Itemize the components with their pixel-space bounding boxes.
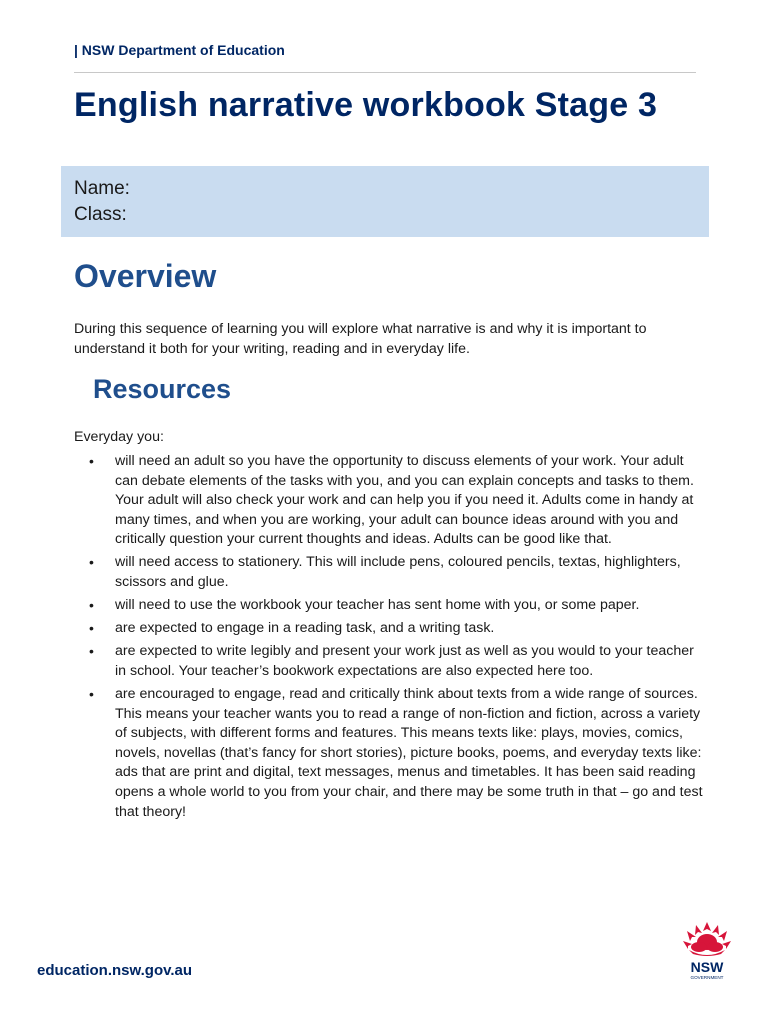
- header-org-name: | NSW Department of Education: [74, 42, 285, 58]
- resources-list: [74, 452, 706, 826]
- bullet-icon: •: [89, 453, 94, 469]
- overview-paragraph: During this sequence of learning you will explore what narrative is and why it is important to understand it both for your writing, reading and in everyday life.: [74, 321, 647, 357]
- resources-lead: Everyday you:: [74, 429, 164, 445]
- list-item-text: will need to use the workbook your teacher has sent home with you, or some paper.: [115, 597, 640, 614]
- bullet-icon: •: [89, 554, 94, 571]
- bullet-icon: •: [89, 643, 94, 660]
- bullet-icon: •: [89, 686, 94, 703]
- logo-subtext: GOVERNMENT: [690, 975, 724, 980]
- student-info-box: [61, 166, 709, 237]
- list-item-text: will need an adult so you have the opportunity to discuss elements of your work. Your adult can debate elements of the tasks with you, and you can explain concepts and tasks to them. Your adult will also check your work and can help you if you need it. Adults come in handy at many times, and when you are working, your adult can bounce ideas around with you and critically question your current thoughts and ideas. Adults can be good like that.: [115, 453, 694, 548]
- list-item: [74, 452, 706, 550]
- document-title: English narrative workbook Stage 3: [74, 86, 658, 124]
- list-item-text: are encouraged to engage, read and critically think about texts from a wide range of sources. This means your teacher wants you to read a range of non-fiction and fiction, across a variety of subjects, with different forms and features. This means texts like: plays, movies, comics, novels, novellas (that’s fancy for short stories), picture books, poems, and everyday texts like: ads that are print and digital, text messages, menus and timetables. It has been said reading opens a whole world to you from your chair, and there may be some truth in that – go and test that theory!: [115, 686, 703, 820]
- list-item-text: are expected to engage in a reading task, and a writing task.: [115, 620, 495, 637]
- class-label: Class:: [74, 204, 127, 225]
- bullet-icon: •: [89, 620, 94, 637]
- list-item: [74, 642, 706, 681]
- bullet-icon: •: [89, 597, 94, 614]
- footer-website-link[interactable]: education.nsw.gov.au: [37, 962, 193, 979]
- logo-wordmark: NSW: [690, 959, 724, 975]
- resources-heading: Resources: [93, 374, 232, 404]
- list-item: [74, 553, 706, 592]
- name-label: Name:: [74, 178, 130, 199]
- waratah-flower-icon: [683, 922, 731, 956]
- overview-heading: Overview: [74, 258, 217, 294]
- list-item: [74, 685, 706, 822]
- list-item: [74, 619, 706, 639]
- list-item-text: are expected to write legibly and present your work just as well as you would to your teacher in school. Your teacher’s bookwork expectations are also expected here too.: [115, 643, 694, 679]
- list-item-text: will need access to stationery. This will include pens, coloured pencils, textas, highlighters, scissors and glue.: [115, 554, 681, 591]
- list-item: [74, 596, 706, 616]
- nsw-waratah-logo-icon: [677, 920, 737, 982]
- header-divider: [74, 72, 696, 73]
